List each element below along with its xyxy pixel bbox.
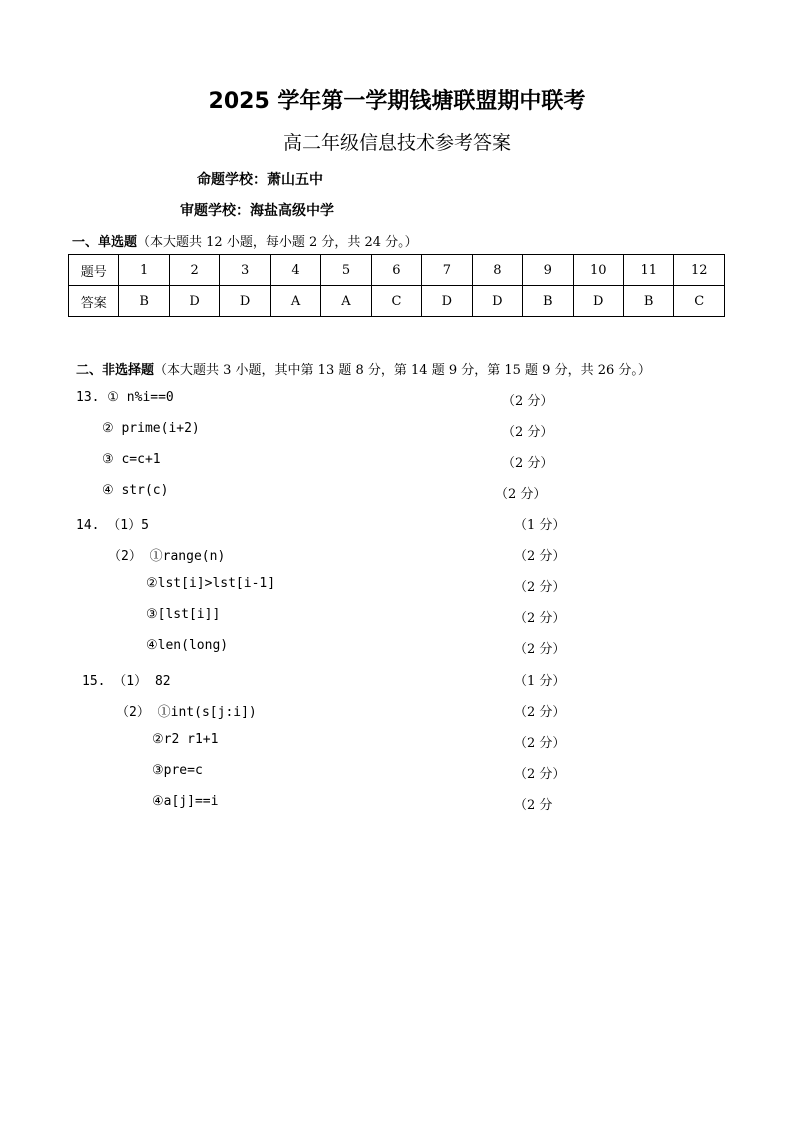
answer-cell: C [371, 286, 421, 317]
answer-line-13-2: ② prime(i+2) [102, 421, 200, 436]
author-school: 命题学校：萧山五中 [197, 172, 323, 188]
score-14-2-1: （2 分） [514, 549, 566, 564]
score-15-2-2: （2 分） [514, 736, 566, 751]
score-14-2-4: （2 分） [514, 642, 566, 657]
score-15-2-4: （2 分 [514, 798, 553, 813]
row-label-answer: 答案 [69, 286, 119, 317]
section2-heading-note: （本大题共 3 小题，其中第 13 题 8 分，第 14 题 9 分，第 15 题 9 分，共 26 分。） [154, 363, 651, 378]
table-row-answers [69, 286, 725, 317]
answer-line-14-2-3: ③[lst[i]] [146, 607, 221, 622]
question-number: 9 [523, 255, 573, 286]
answer-line-15-2-1: （2） ①int(s[j:i]) [116, 705, 257, 720]
answer-line-13-3: ③ c=c+1 [102, 452, 161, 467]
section1-heading [72, 231, 418, 250]
answer-cell: D [169, 286, 219, 317]
answer-line-13-1: 13. ① n%i==0 [76, 390, 174, 405]
answer-line-15-2-2: ②r2 r1+1 [152, 732, 219, 747]
answer-cell: D [472, 286, 522, 317]
answer-line-15-2-4: ④a[j]==i [152, 794, 219, 809]
question-number: 12 [674, 255, 725, 286]
answer-line-14-2-2: ②lst[i]>lst[i-1] [146, 576, 276, 591]
question-number: 6 [371, 255, 421, 286]
answer-line-14-2-1: （2） ①range(n) [108, 549, 226, 564]
score-14-2-3: （2 分） [514, 611, 566, 626]
score-13-1: （2 分） [502, 394, 554, 409]
answer-cell: B [623, 286, 673, 317]
answer-cell: B [119, 286, 169, 317]
question-number: 8 [472, 255, 522, 286]
section1-heading-note: （本大题共 12 小题，每小题 2 分，共 24 分。） [137, 235, 418, 250]
document-title: 2025 学年第一学期钱塘联盟期中联考 [208, 89, 586, 114]
question-number: 7 [422, 255, 472, 286]
section1-heading-title: 一、单选题 [72, 235, 138, 250]
score-15-2-3: （2 分） [514, 767, 566, 782]
answer-cell: D [220, 286, 270, 317]
score-15-2-1: （2 分） [514, 705, 566, 720]
section2-heading [76, 359, 651, 378]
section2-heading-title: 二、非选择题 [76, 363, 155, 378]
answer-cell: D [573, 286, 623, 317]
question-number: 3 [220, 255, 270, 286]
question-number: 2 [169, 255, 219, 286]
table-row-questions [69, 255, 725, 286]
question-number: 5 [321, 255, 371, 286]
question-number: 1 [119, 255, 169, 286]
review-school: 审题学校：海盐高级中学 [180, 203, 334, 219]
score-13-4: （2 分） [495, 487, 547, 502]
score-15-1: （1 分） [514, 674, 566, 689]
score-13-3: （2 分） [502, 456, 554, 471]
score-13-2: （2 分） [502, 425, 554, 440]
answer-cell: B [523, 286, 573, 317]
answer-line-15-2-3: ③pre=c [152, 763, 203, 778]
question-number: 11 [623, 255, 673, 286]
question-number: 10 [573, 255, 623, 286]
answer-cell: D [422, 286, 472, 317]
score-14-2-2: （2 分） [514, 580, 566, 595]
question-number: 4 [270, 255, 320, 286]
answer-line-15-1: 15. （1） 82 [82, 674, 171, 689]
answer-cell: A [321, 286, 371, 317]
answer-line-14-2-4: ④len(long) [146, 638, 229, 653]
answer-cell: A [270, 286, 320, 317]
row-label-question: 题号 [69, 255, 119, 286]
answer-cell: C [674, 286, 725, 317]
answer-line-13-4: ④ str(c) [102, 483, 169, 498]
document-subtitle: 高二年级信息技术参考答案 [282, 132, 511, 154]
score-14-1: （1 分） [514, 518, 566, 533]
answer-line-14-1: 14. （1）5 [76, 518, 149, 533]
answer-table [68, 254, 725, 317]
